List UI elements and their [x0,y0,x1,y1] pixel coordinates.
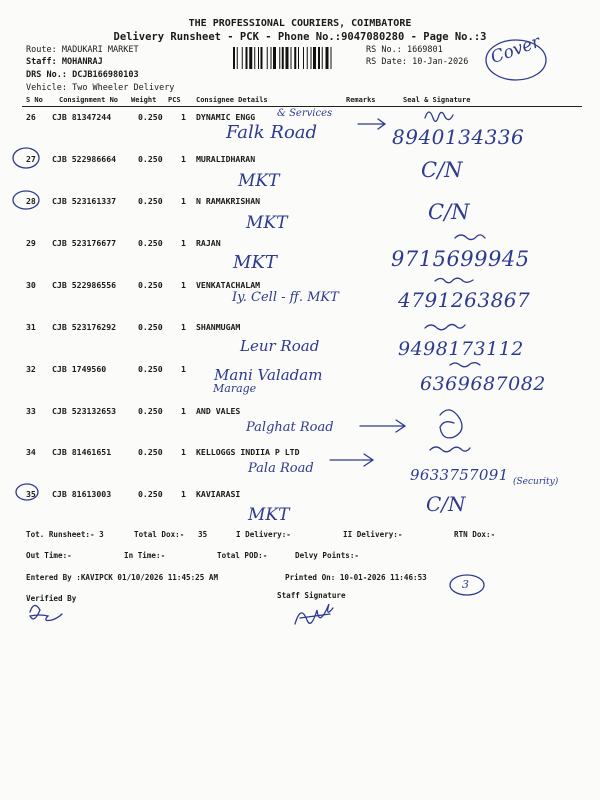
row28-mkt: MKT [246,213,288,233]
col-consignee: Consignee Details [196,96,268,104]
col-sno: S No [26,96,43,104]
total-dox: Total Dox:- 35 [134,530,208,539]
table-row: 29 CJB 523176677 0.250 1 RAJAN [26,238,221,248]
table-row: 33 CJB 523132653 0.250 1 AND VALES [26,406,241,416]
row34-phone: 9633757091 [410,466,509,484]
drs-line: DRS No.: DCJB166980103 [26,70,139,80]
ii-delivery: II Delivery:- [343,530,403,539]
col-seal-signature: Seal & Signature [403,96,471,104]
row34-note: (Security) [513,477,559,487]
entered-by: Entered By :KAVIPCK 01/10/2026 11:45:25 AM [26,573,219,582]
table-row: 32 CJB 1749560 0.250 1 [26,364,186,374]
col-pcs: PCS [168,96,181,104]
arrow-row26 [358,119,385,129]
table-row: 34 CJB 81461651 0.250 1 KELLOGGS INDIIA P LTD [26,447,300,457]
staff-line: Staff: MOHANRAJ [26,57,103,67]
vehicle-line: Vehicle: Two Wheeler Delivery [26,83,175,93]
circle-28 [13,191,39,209]
row26-phone: 8940134336 [392,125,525,149]
circle-page [450,575,484,595]
tot-runsheet: Tot. Runsheet:- 3 [26,530,104,539]
table-row: 26 CJB 81347244 0.250 1 DYNAMIC ENGG [26,112,256,122]
route-line: Route: MADUKARI MARKET [26,45,139,55]
rs-date: RS Date: 10-Jan-2026 [366,57,469,67]
col-weight: Weight [131,96,157,104]
arrow-row33 [360,420,405,432]
circle-35 [16,484,38,500]
total-pod: Total POD:- [217,551,268,560]
row35-signature: C/N [426,492,466,516]
table-row: 35 CJB 81613003 0.250 1 KAVIARASI [26,489,241,499]
row30-note: Iy. Cell - ff. MKT [232,290,339,305]
row30-phone: 4791263867 [398,288,531,312]
row26-road: Falk Road [226,122,318,143]
row34-road: Pala Road [248,461,314,476]
page-circle-number: 3 [462,578,469,591]
in-time: In Time:- [124,551,166,560]
table-row: 28 CJB 523161337 0.250 1 N RAMAKRISHAN [26,196,261,206]
row32-name: Mani Valadam [214,366,323,384]
col-remarks: Remarks [346,96,376,104]
delvy-points: Delvy Points:- [295,551,360,560]
row31-note: Leur Road [240,337,320,355]
row32-note: Marage [213,382,257,395]
i-delivery: I Delivery:- [236,530,291,539]
printed-on: Printed On: 10-01-2026 11:46:53 [285,573,427,582]
row35-mkt: MKT [248,505,290,525]
row27-signature: C/N [421,158,463,182]
row32-phone: 6369687082 [420,373,546,395]
circle-27 [13,148,39,168]
verified-signature [30,605,62,620]
runsheet-subtitle: Delivery Runsheet - PCK - Phone No.:9047080280 - Page No.:3 [113,31,487,43]
staff-signature-mark [295,604,333,624]
row29-phone: 9715699945 [391,247,530,271]
table-row: 30 CJB 522986556 0.250 1 VENKATACHALAM [26,280,261,290]
row28-signature: C/N [428,200,470,224]
company-title: THE PROFESSIONAL COURIERS, COIMBATORE [188,18,412,29]
verified-by: Verified By [26,594,77,603]
row26-remark: & Services [277,108,333,119]
row29-mkt: MKT [233,252,277,273]
table-row: 31 CJB 523176292 0.250 1 SHANMUGAM [26,322,241,332]
cover-note: Cover [488,31,543,69]
staff-signature-label: Staff Signature [277,591,346,600]
row27-mkt: MKT [238,171,280,191]
row33-road: Palghat Road [246,420,334,435]
row31-phone: 9498173112 [398,338,524,360]
arrow-row34 [330,454,373,466]
out-time: Out Time:- [26,551,72,560]
col-consignment: Consignment No [59,96,119,104]
rs-number: RS No.: 1669801 [366,45,443,55]
rtn-dox: RTN Dox:- [454,530,496,539]
circle-cover [486,40,546,80]
table-row: 27 CJB 522986664 0.250 1 MURALIDHARAN [26,154,256,164]
